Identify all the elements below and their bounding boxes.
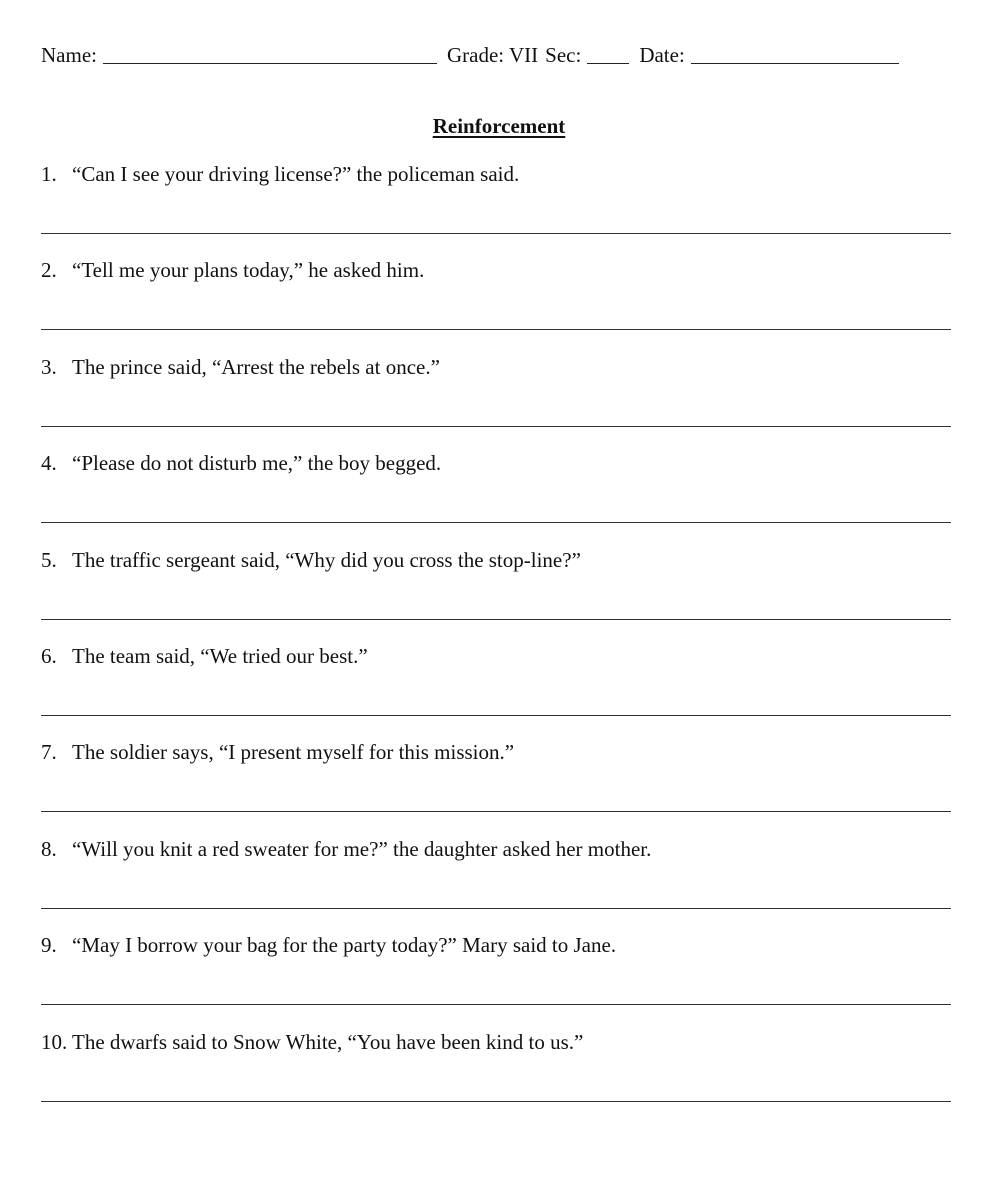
- answer-line[interactable]: [41, 233, 951, 234]
- question-number: 8.: [41, 836, 57, 861]
- question-text: The dwarfs said to Snow White, “You have been kind to us.”: [72, 1029, 584, 1054]
- grade-label: Grade: VII: [446, 43, 539, 67]
- question-item: [41, 835, 951, 931]
- question-text: “May I borrow your bag for the party today?” Mary said to Jane.: [72, 933, 617, 958]
- answer-line[interactable]: [41, 811, 951, 812]
- question-number: 4.: [41, 451, 57, 476]
- question-text: The soldier says, “I present myself for this mission.”: [72, 740, 515, 765]
- question-number: 2.: [41, 258, 57, 283]
- question-text-row: [41, 931, 616, 959]
- question-text-row: [41, 256, 424, 284]
- question-item: [41, 642, 951, 738]
- sec-label: Sec:: [545, 43, 582, 67]
- question-text: “Please do not disturb me,” the boy begged.: [72, 451, 442, 476]
- question-number: 7.: [41, 740, 57, 765]
- question-number: 1.: [41, 162, 57, 186]
- answer-line[interactable]: [41, 426, 951, 427]
- question-number: 6.: [41, 643, 57, 668]
- worksheet-header: [41, 41, 961, 68]
- question-item: [41, 160, 951, 256]
- question-item: [41, 931, 951, 1027]
- question-item: [41, 449, 951, 545]
- question-text: “Will you knit a red sweater for me?” the daughter asked her mother.: [72, 836, 652, 861]
- question-item: [41, 738, 951, 834]
- answer-line[interactable]: [41, 715, 951, 716]
- question-text-row: [41, 546, 581, 574]
- question-number: 3.: [41, 354, 57, 379]
- date-blank[interactable]: [691, 43, 899, 64]
- date-label: Date:: [639, 43, 685, 67]
- worksheet-title: Reinforcement: [432, 114, 566, 138]
- answer-line[interactable]: [41, 908, 951, 909]
- answer-line[interactable]: [41, 329, 951, 330]
- question-list: [41, 160, 951, 1124]
- question-text: The traffic sergeant said, “Why did you cross the stop-line?”: [72, 547, 581, 572]
- question-item: [41, 1028, 951, 1124]
- name-label: Name:: [41, 43, 97, 67]
- question-text: “Tell me your plans today,” he asked him.: [72, 258, 425, 283]
- question-text-row: [41, 738, 514, 766]
- question-text-row: [41, 642, 368, 670]
- question-text-row: [41, 449, 441, 477]
- question-item: [41, 546, 951, 642]
- question-text: The prince said, “Arrest the rebels at once.”: [72, 354, 440, 379]
- question-number: 5.: [41, 547, 57, 572]
- question-text-row: [41, 353, 440, 381]
- question-text: The team said, “We tried our best.”: [72, 643, 368, 668]
- answer-line[interactable]: [41, 522, 951, 523]
- question-number: 10.: [41, 1029, 68, 1054]
- answer-line[interactable]: [41, 1101, 951, 1102]
- question-text-row: [41, 160, 519, 188]
- name-blank[interactable]: [103, 43, 437, 64]
- answer-line[interactable]: [41, 1004, 951, 1005]
- question-item: [41, 256, 951, 352]
- question-text-row: [41, 835, 651, 863]
- question-text: “Can I see your driving license?” the policeman said.: [72, 162, 520, 186]
- question-number: 9.: [41, 933, 57, 958]
- question-item: [41, 353, 951, 449]
- answer-line[interactable]: [41, 619, 951, 620]
- sec-blank[interactable]: [587, 43, 629, 64]
- question-text-row: [41, 1028, 583, 1056]
